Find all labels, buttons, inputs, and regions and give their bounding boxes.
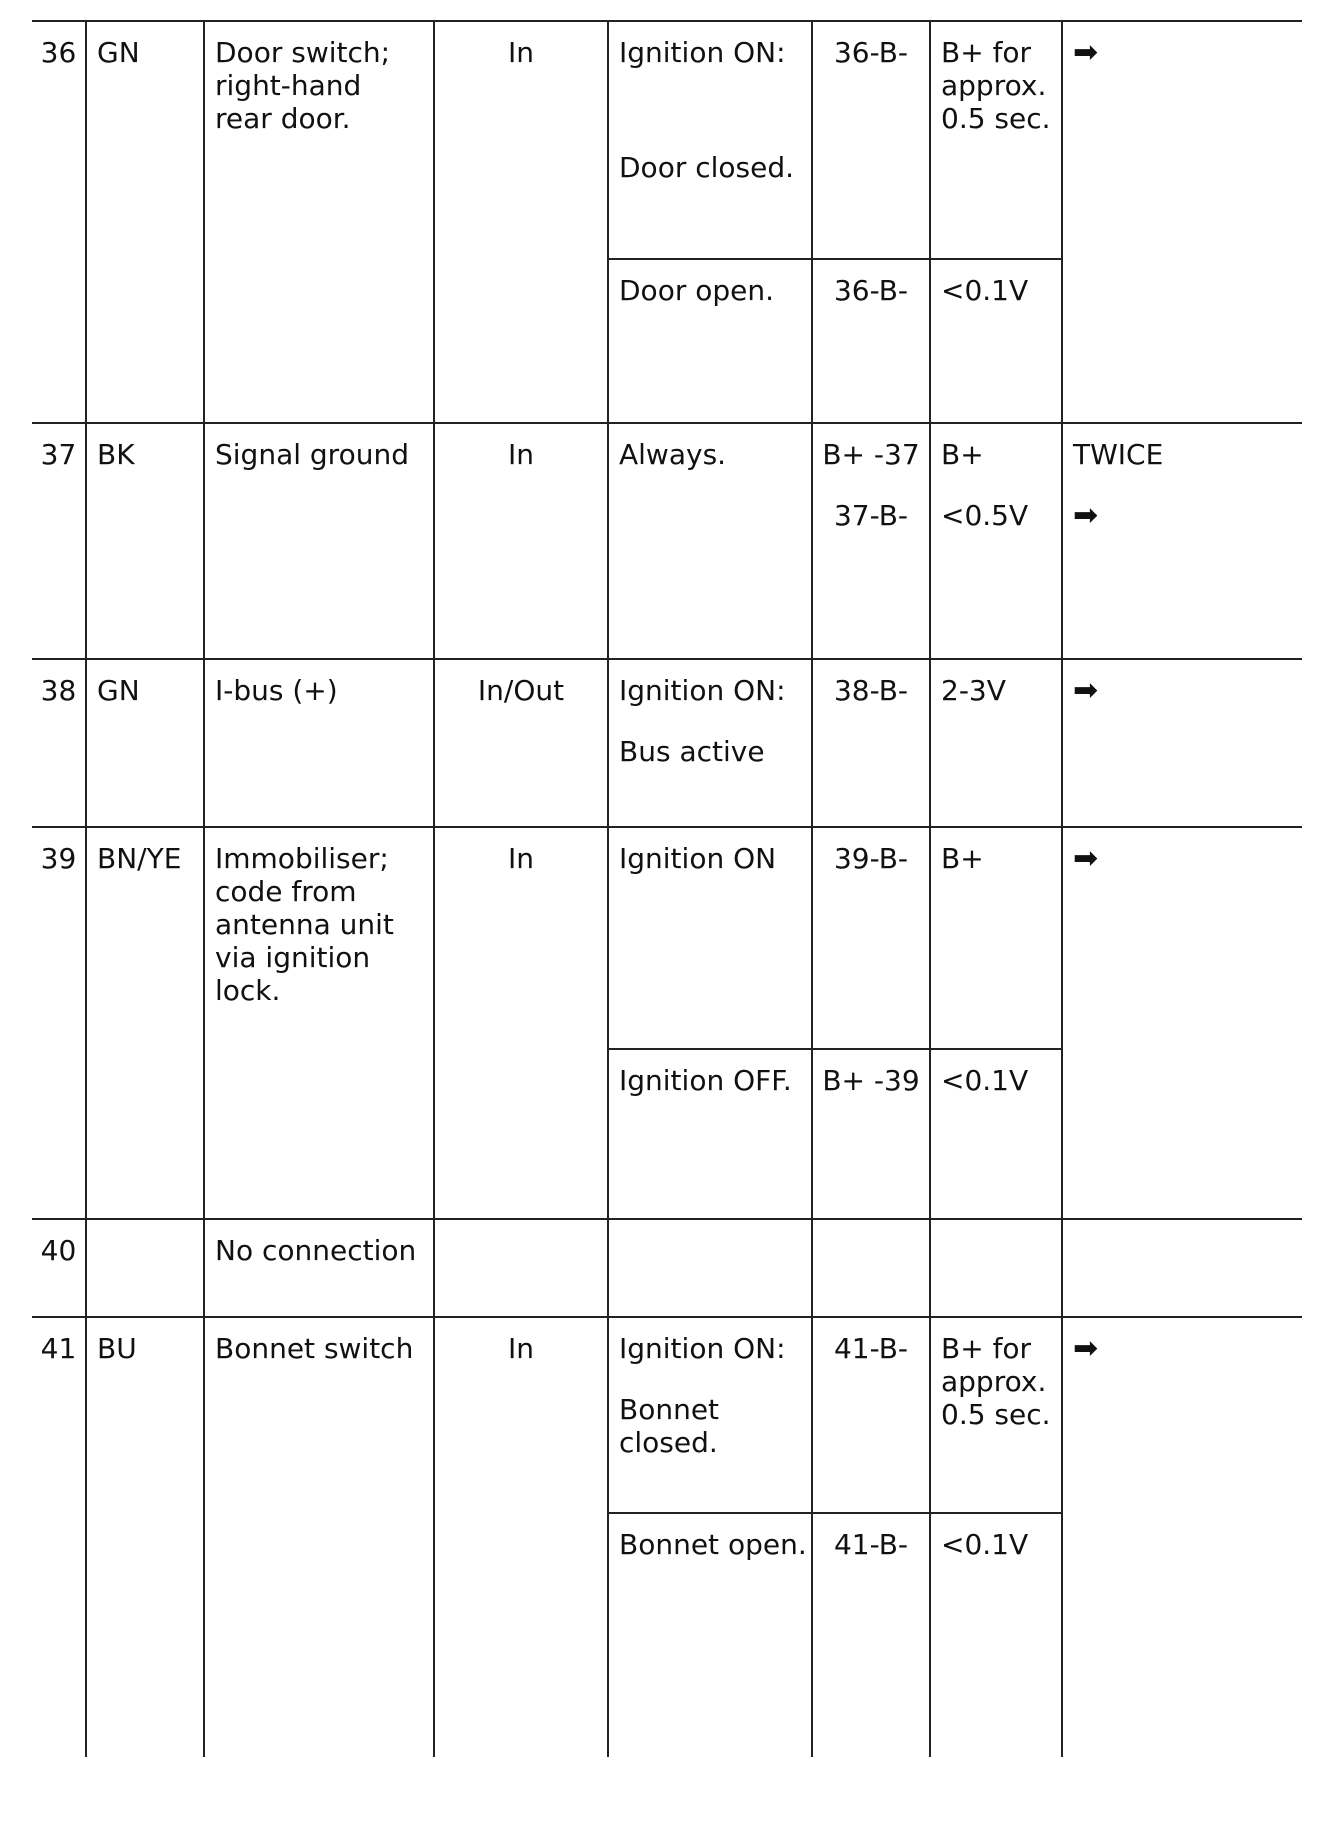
wire-color: BK [86,423,204,659]
wire-color: GN [86,21,204,423]
arrow-right-icon: ➡ [1073,673,1099,708]
nominal-value: B+ for approx. 0.5 sec. [930,1317,1062,1513]
remark-cell [1062,827,1302,1219]
condition-line: Ignition ON: [619,674,786,707]
signal-direction: In [434,827,608,1219]
pin-description: Signal ground [204,423,434,659]
measure-points: 36-B- [812,21,930,259]
pin-number: 40 [32,1219,86,1317]
test-condition [608,21,812,259]
remark-text: TWICE [1073,438,1164,471]
remark-cell [1062,1219,1302,1317]
condition-line: Ignition ON: [619,36,786,69]
wire-color: BN/YE [86,827,204,1219]
nominal-value: B+ for approx. 0.5 sec. [930,21,1062,259]
pin-number: 36 [32,21,86,423]
test-condition [608,1317,812,1513]
measure-line: B+ -37 [822,438,920,471]
pin-description: No connection [204,1219,434,1317]
remark-cell [1062,21,1302,423]
pin-number: 39 [32,827,86,1219]
nominal-value: <0.1V [930,1049,1062,1219]
table-row [32,1219,1302,1317]
measure-points: B+ -39 [812,1049,930,1219]
remark-cell [1062,1317,1302,1757]
condition-line: Ignition ON: [619,1332,786,1365]
condition-line: Door closed. [619,151,795,184]
test-condition: Always. [608,423,812,659]
nominal-value: 2-3V [930,659,1062,827]
test-condition: Ignition ON [608,827,812,1049]
signal-direction: In [434,1317,608,1757]
pin-number: 37 [32,423,86,659]
arrow-right-icon: ➡ [1073,498,1099,533]
table-row [32,1317,1302,1513]
wire-color [86,1219,204,1317]
measure-line: 37-B- [833,499,909,532]
condition-line: Bonnet closed. [619,1393,720,1459]
nominal-value [930,423,1062,659]
measure-points: 41-B- [812,1513,930,1757]
signal-direction: In [434,423,608,659]
pin-description: Door switch; right-hand rear door. [204,21,434,423]
value-line: <0.5V [941,499,1029,532]
measure-points [812,423,930,659]
remark-cell [1062,423,1302,659]
nominal-value: <0.1V [930,1513,1062,1757]
pin-number: 41 [32,1317,86,1757]
table-row [32,21,1302,259]
measure-points: 39-B- [812,827,930,1049]
pin-number: 38 [32,659,86,827]
measure-points [812,1219,930,1317]
measure-points: 38-B- [812,659,930,827]
test-condition [608,1219,812,1317]
remark-cell [1062,659,1302,827]
table-row [32,827,1302,1049]
pin-description: I-bus (+) [204,659,434,827]
test-condition: Ignition OFF. [608,1049,812,1219]
table-row [32,659,1302,827]
nominal-value [930,1219,1062,1317]
pin-description: Bonnet switch [204,1317,434,1757]
arrow-right-icon: ➡ [1073,1331,1099,1366]
pin-description: Immobiliser; code from antenna unit via ignition lock. [204,827,434,1219]
nominal-value: B+ [930,827,1062,1049]
test-condition: Bonnet open. [608,1513,812,1757]
signal-direction: In [434,21,608,423]
wire-color: GN [86,659,204,827]
signal-direction [434,1219,608,1317]
arrow-right-icon: ➡ [1073,35,1099,70]
value-line: B+ [941,438,984,471]
signal-direction: In/Out [434,659,608,827]
nominal-value: <0.1V [930,259,1062,423]
test-condition: Door open. [608,259,812,423]
arrow-right-icon: ➡ [1073,841,1099,876]
measure-points: 36-B- [812,259,930,423]
measure-points: 41-B- [812,1317,930,1513]
condition-line: Bus active [619,735,765,768]
table-row [32,423,1302,659]
wire-color: BU [86,1317,204,1757]
test-condition [608,659,812,827]
pin-assignment-table [32,20,1302,1757]
